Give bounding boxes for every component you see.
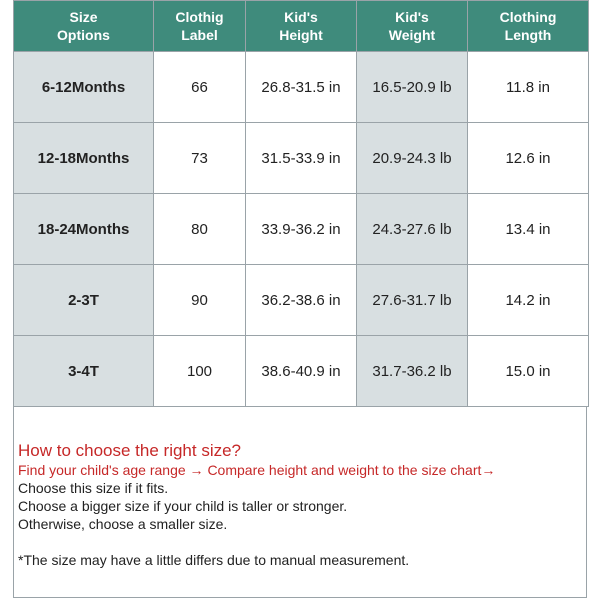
size-guide-line: Otherwise, choose a smaller size. [18, 516, 228, 532]
header-clothing-length: Clothing Length [468, 1, 589, 52]
header-row [14, 1, 589, 52]
table-row [14, 336, 589, 407]
height-cell: 38.6-40.9 in [246, 336, 357, 407]
height-cell: 26.8-31.5 in [246, 52, 357, 123]
size-guide-steps: Find your child's age range → Compare height and weight to the size chart→ [18, 462, 496, 478]
size-guide-line: Choose a bigger size if your child is taller or stronger. [18, 498, 348, 514]
header-kids-weight: Kid's Weight [357, 1, 468, 52]
weight-cell: 20.9-24.3 lb [357, 123, 468, 194]
size-guide-box [13, 406, 587, 598]
clothing-label-cell: 80 [154, 194, 246, 265]
size-chart-body [14, 52, 589, 407]
height-cell: 33.9-36.2 in [246, 194, 357, 265]
length-cell: 15.0 in [468, 336, 589, 407]
clothing-label-cell: 73 [154, 123, 246, 194]
clothing-label-cell: 66 [154, 52, 246, 123]
length-cell: 14.2 in [468, 265, 589, 336]
size-chart-table [13, 0, 589, 407]
weight-cell: 16.5-20.9 lb [357, 52, 468, 123]
table-row [14, 194, 589, 265]
size-option-cell: 6-12Months [14, 52, 154, 123]
header-size-options: Size Options [14, 1, 154, 52]
height-cell: 31.5-33.9 in [246, 123, 357, 194]
table-row [14, 265, 589, 336]
size-option-cell: 12-18Months [14, 123, 154, 194]
clothing-label-cell: 100 [154, 336, 246, 407]
size-chart-header [14, 1, 589, 52]
length-cell: 11.8 in [468, 52, 589, 123]
weight-cell: 31.7-36.2 lb [357, 336, 468, 407]
size-guide-heading: How to choose the right size? [18, 441, 242, 460]
height-cell: 36.2-38.6 in [246, 265, 357, 336]
length-cell: 13.4 in [468, 194, 589, 265]
table-row [14, 52, 589, 123]
length-cell: 12.6 in [468, 123, 589, 194]
size-guide-line: Choose this size if it fits. [18, 480, 169, 496]
weight-cell: 24.3-27.6 lb [357, 194, 468, 265]
clothing-label-cell: 90 [154, 265, 246, 336]
size-option-cell: 18-24Months [14, 194, 154, 265]
weight-cell: 27.6-31.7 lb [357, 265, 468, 336]
header-clothing-label: Clothig Label [154, 1, 246, 52]
table-row [14, 123, 589, 194]
header-kids-height: Kid's Height [246, 1, 357, 52]
size-option-cell: 3-4T [14, 336, 154, 407]
size-option-cell: 2-3T [14, 265, 154, 336]
measurement-note: *The size may have a little differs due to manual measurement. [18, 552, 410, 568]
